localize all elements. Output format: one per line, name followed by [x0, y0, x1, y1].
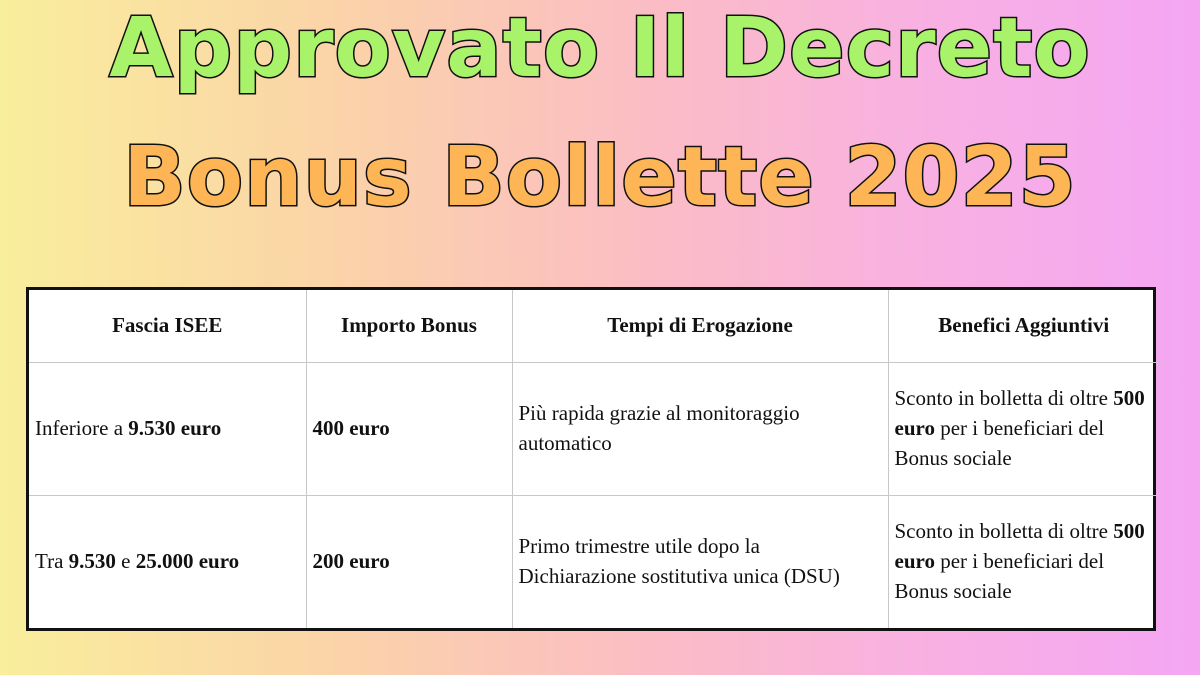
fascia-mid: e: [115, 549, 136, 574]
cell-fascia: [29, 496, 306, 628]
cell-tempi: Più rapida grazie al monitoraggio automatico: [512, 363, 888, 496]
fascia-amount-high: 25.000 euro: [135, 549, 240, 574]
headline-line-2: Bonus Bollette 2025: [123, 130, 1077, 225]
headline-line-1: Approvato Il Decreto: [109, 1, 1091, 96]
benefici-suffix: per i beneficiari del Bonus sociale: [894, 416, 1105, 470]
benefici-prefix: Sconto in bolletta di oltre: [894, 519, 1114, 544]
cell-importo: 200 euro: [306, 496, 512, 628]
fascia-amount: 9.530 euro: [128, 416, 222, 441]
benefici-amount: 500 euro: [894, 386, 1145, 441]
header-importo-bonus: Importo Bonus: [306, 290, 512, 363]
bonus-table: [26, 287, 1156, 631]
header-tempi-erogazione: Tempi di Erogazione: [512, 290, 888, 363]
header-fascia-isee: Fascia ISEE: [29, 290, 306, 363]
cell-benefici: [888, 363, 1159, 496]
table-row: [29, 496, 1159, 628]
table-header-row: [29, 290, 1159, 363]
cell-fascia: [29, 363, 306, 496]
benefici-suffix: per i beneficiari del Bonus sociale: [894, 549, 1105, 603]
header-benefici-aggiuntivi: Benefici Aggiuntivi: [888, 290, 1159, 363]
table-row: [29, 363, 1159, 496]
fascia-amount-low: 9.530: [68, 549, 116, 574]
benefici-prefix: Sconto in bolletta di oltre: [894, 386, 1114, 411]
cell-tempi: Primo trimestre utile dopo la Dichiarazione sostitutiva unica (DSU): [512, 496, 888, 628]
cell-importo: 400 euro: [306, 363, 512, 496]
fascia-prefix: Tra: [35, 549, 69, 574]
fascia-prefix: Inferiore a: [35, 416, 129, 441]
cell-benefici: [888, 496, 1159, 628]
bonus-table-grid: [29, 290, 1159, 628]
benefici-amount: 500 euro: [894, 519, 1145, 574]
